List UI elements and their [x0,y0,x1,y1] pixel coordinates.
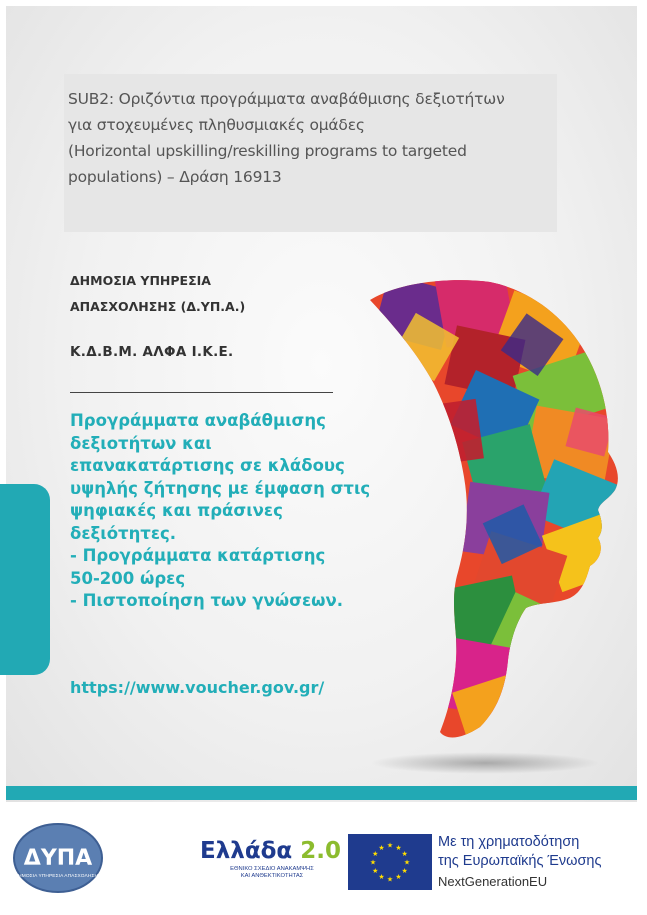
eu-star: ★ [378,874,385,882]
accent-bar [6,786,637,800]
company-name: Κ.Δ.Β.Μ. ΑΛΦΑ Ι.Κ.Ε. [70,344,234,360]
agency-name: ΔΗΜΟΣΙΑ ΥΠΗΡΕΣΙΑ ΑΠΑΣΧΟΛΗΣΗΣ (Δ.ΥΠ.Α.) [70,273,246,314]
colorful-head-illustration [360,262,620,742]
eu-star: ★ [403,859,411,867]
eu-star: ★ [378,844,385,852]
eu-star: ★ [395,844,402,852]
ellada-logo [200,838,341,864]
dypa-logo-text: ΔΥΠΑ [23,846,93,871]
eu-star: ★ [372,868,379,875]
eu-star: ★ [386,842,394,850]
eu-star: ★ [372,851,379,858]
eu-star: ★ [369,859,377,867]
eu-funding-text: Με τη χρηματοδότηση της Ευρωπαϊκής Ένωσης [438,834,602,869]
ellada-subtitle: ΕΘΝΙΚΟ ΣΧΕΔΙΟ ΑΝΑΚΑΜΨΗΣ ΚΑΙ ΑΝΘΕΚΤΙΚΟΤΗΤΑΣ [230,866,314,879]
eu-star: ★ [401,868,408,875]
next-generation-eu: NextGenerationEU [438,874,548,889]
ellada-version: 2.0 [300,838,341,864]
accent-tab [0,484,50,675]
divider [70,392,333,393]
program-description: Προγράμματα αναβάθμισης δεξιοτήτων και επανακατάρτισης σε κλάδους υψηλής ζήτησης με έμφαση στις ψηφιακές και πράσινες δεξιότητες. - Προγράμματα κατάρτισης 50-200 ώρες - Πιστοποίηση των γνώσεων. [70,411,371,610]
sub-heading: SUB2: Οριζόντια προγράμματα αναβάθμισης δεξιοτήτων για στοχευμένες πληθυσμιακές ομάδες (Horizontal upskilling/reskilling programs to targeted populations) – Δράση 16913 [68,90,505,186]
eu-star: ★ [401,851,408,858]
ellada-name: Ελλάδα [200,838,293,864]
eu-star: ★ [395,874,402,882]
eu-star: ★ [386,876,394,884]
eu-flag-icon [348,834,432,890]
head-shadow [370,752,600,774]
dypa-logo-subtitle: ΔΗΜΟΣΙΑ ΥΠΗΡΕΣΙΑ ΑΠΑΣΧΟΛΗΣΗΣ [14,874,102,879]
voucher-link[interactable]: https://www.voucher.gov.gr/ [70,678,325,697]
